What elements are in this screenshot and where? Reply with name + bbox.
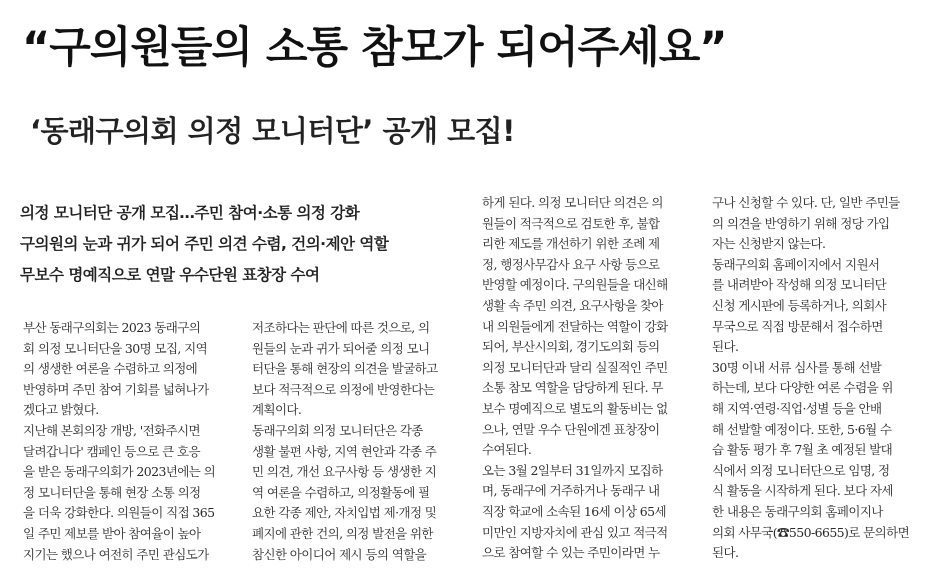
article-line: 생활 불편 사항, 지역 현안과 각종 주 — [252, 443, 437, 459]
article-line: 신청 게시판에 등록하거나, 의회사 — [712, 297, 887, 313]
article-line: 며, 동래구에 거주하거나 동래구 내 — [482, 483, 660, 499]
article-line: 의정 모니터단과 달리 실질적인 주민 — [482, 359, 668, 375]
article-line: 된다. — [712, 339, 739, 355]
article-line: 오는 3월 2일부터 31일까지 모집하 — [482, 462, 663, 478]
article-line: 보다 적극적으로 의정에 반영한다는 — [252, 381, 435, 397]
article-line: 직장 학교에 소속된 16세 이상 65세 — [482, 503, 666, 519]
article-line: 미만인 지방자치에 관심 있고 적극적 — [482, 524, 668, 540]
article-column-3 — [482, 193, 704, 564]
article-line: 의회 사무국(☎550-6655)로 문의하면 — [712, 524, 910, 540]
article-line: 30명 이내 서류 심사를 통해 선발 — [712, 359, 882, 375]
article-line: 하는데, 보다 다양한 여론 수렴을 위 — [712, 380, 893, 396]
article-line: 내 의원들에게 전달하는 역할이 강화 — [482, 318, 668, 334]
article-line: 으로 참여할 수 있는 주민이라면 누 — [482, 545, 660, 561]
article-line: 을 더욱 강화한다. 의원들이 직접 365 — [23, 505, 215, 521]
article-line: 터단을 통해 현장의 의견을 발굴하고 — [252, 361, 438, 377]
summary-line: 구의원의 눈과 귀가 되어 주민 의견 수렴, 건의·제안 역할 — [20, 235, 389, 253]
article-line: 되어, 부산시의회, 경기도의회 등의 — [482, 339, 660, 355]
article-line: 리한 제도를 개선하기 위한 조례 제 — [482, 236, 660, 252]
article-column-2 — [252, 318, 474, 565]
summary-line: 의정 모니터단 공개 모집…주민 참여·소통 의정 강화 — [20, 204, 360, 222]
article-line: 반영하며 주민 참여 기회를 넓혀나가 — [23, 381, 209, 397]
article-line: 정 모니터단을 통해 현장 소통 의정 — [23, 484, 201, 500]
subheadline: ‘동래구의회 의정 모니터단’ 공개 모집! — [30, 114, 515, 148]
article-line: 요한 각종 제안, 자치입법 제·개정 및 — [252, 505, 437, 521]
article-line: 구나 신청할 수 있다. 단, 일반 주민들 — [712, 195, 900, 210]
article-line: 동래구의회 의정 모니터단은 각종 — [252, 422, 423, 438]
article-line: 원들의 눈과 귀가 되어줄 의정 모니 — [252, 340, 430, 356]
summary-block — [20, 198, 460, 291]
article-line: 지난해 본회의장 개방, '전화주시면 — [23, 422, 200, 438]
article-line: 생활 속 주민 의견, 요구사항을 찾아 — [482, 297, 663, 313]
article-line: 동래구의회 홈페이지에서 지원서 — [712, 256, 880, 272]
article-line: 식 활동을 시작하게 된다. 보다 자세 — [712, 483, 893, 499]
article-line: 자는 신청받지 않는다. — [712, 236, 826, 252]
article-line: 역 여론을 수렴하고, 의정활동에 필 — [252, 484, 430, 500]
article-line: 한 내용은 동래구의회 홈페이지나 — [712, 503, 883, 519]
article-line: 폐지에 관한 건의, 의정 발전을 위한 — [252, 525, 433, 541]
article-column-1 — [23, 318, 245, 565]
article-line: 해 선발할 예정이다. 또한, 5·6월 수 — [712, 421, 892, 437]
article-line: 의 의견을 반영하기 위해 정당 가입 — [712, 215, 890, 231]
article-line: 달려갑니다' 캠페인 등으로 큰 호응 — [23, 443, 200, 459]
article-line: 식에서 의정 모니터단으로 임명, 정 — [712, 462, 890, 478]
article-line: 일 주민 제보를 받아 참여율이 높아 — [23, 525, 201, 541]
summary-line: 무보수 명예직으로 연말 우수단원 표창장 수여 — [20, 266, 320, 284]
article-line: 반영할 예정이다. 구의원들을 대신해 — [482, 277, 668, 293]
article-line: 정, 행정사무감사 요구 사항 등으로 — [482, 256, 660, 272]
article-line: 민 의견, 개선 요구사항 등 생생한 지 — [252, 464, 437, 480]
headline: “구의원들의 소통 참모가 되어주세요” — [22, 23, 727, 73]
article-line: 의 생생한 여론을 수렴하고 의정에 — [23, 361, 198, 377]
article-line: 원들이 적극적으로 검토한 후, 불합 — [482, 215, 660, 231]
article-line: 겠다고 밝혔다. — [23, 402, 99, 418]
article-line: 소통 참모 역할을 담당하게 된다. 무 — [482, 380, 663, 396]
article-column-4 — [712, 193, 934, 564]
article-line: 계획이다. — [252, 402, 302, 418]
article-line: 을 받은 동래구의회가 2023년에는 의 — [23, 464, 216, 480]
article-line: 보수 명예직으로 별도의 활동비는 없 — [482, 400, 668, 416]
article-line: 수여된다. — [482, 442, 532, 458]
article-line: 참신한 아이디어 제시 등의 역할을 — [252, 546, 427, 562]
article-line: 된다. — [712, 545, 739, 561]
article-line: 습 활동 평가 후 7월 초 예정된 발대 — [712, 442, 893, 458]
article-line: 해 지역·연령·직업·성별 등을 안배 — [712, 400, 882, 416]
article-line: 저조하다는 판단에 따른 것으로, 의 — [252, 320, 430, 335]
article-line: 회 의정 모니터단을 30명 모집, 지역 — [23, 340, 208, 356]
article-line: 하게 된다. 의정 모니터단 의견은 의 — [482, 195, 663, 210]
article-line: 으나, 연말 우수 단원에겐 표창장이 — [482, 421, 660, 437]
article-line: 지기는 했으나 여전히 주민 관심도가 — [23, 546, 209, 562]
article-line: 를 내려받아 작성해 의정 모니터단 — [712, 277, 887, 293]
article-line: 부산 동래구의회는 2023 동래구의 — [23, 320, 201, 335]
article-line: 무국으로 직접 방문해서 접수하면 — [712, 318, 883, 334]
